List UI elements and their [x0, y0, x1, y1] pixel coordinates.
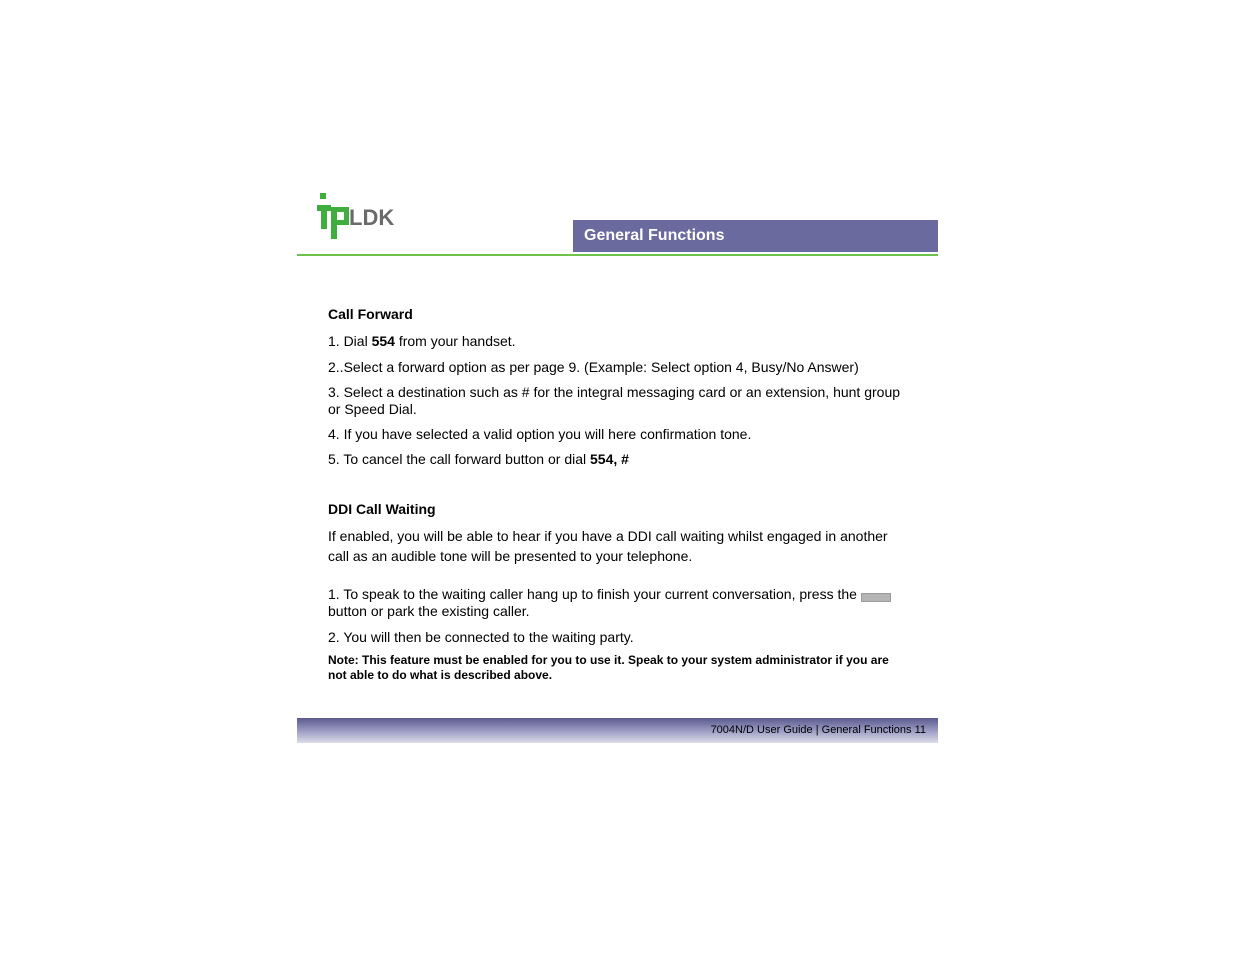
dial-code: 554	[371, 333, 395, 349]
ddi-intro: If enabled, you will be able to hear if you have a DDI call waiting whilst engaged in another call as an audible tone will be presented to your telephone.	[328, 528, 888, 564]
ddi-heading: DDI Call Waiting	[328, 501, 436, 517]
cancel-code: 554, #	[590, 451, 629, 467]
section-title: General Functions	[584, 227, 725, 244]
header-divider	[297, 254, 938, 256]
footer-text: 7004N/D User Guide | General Functions 11	[710, 724, 926, 736]
step-text: 1. Dial	[328, 333, 372, 349]
call-forward-heading: Call Forward	[328, 306, 413, 322]
call-forward-step-2: 2..Select a forward option as per page 9. (Example: Select option 4, Busy/No Answer)	[328, 359, 859, 375]
step-text: 1. To speak to the waiting caller hang up to finish your current conversation, press the	[328, 586, 857, 602]
step-text: 5. To cancel the call forward button or dial	[328, 451, 591, 467]
call-forward-step-3: 3. Select a destination such as # for the integral messaging card or an extension, hunt group or Speed Dial.	[328, 384, 901, 417]
call-forward-step-5	[328, 451, 908, 468]
call-forward-step-4: 4. If you have selected a valid option you will here confirmation tone.	[328, 426, 752, 442]
step-text: button or park the existing caller.	[328, 603, 530, 619]
ddi-step-2: 2. You will then be connected to the waiting party.	[328, 629, 634, 645]
call-forward-step-1	[328, 333, 908, 350]
section-header	[573, 220, 938, 252]
ddi-note: Note: This feature must be enabled for you to use it. Speak to your system administrator if you are not able to do what is described above.	[328, 653, 889, 682]
ddi-step-1	[328, 586, 908, 620]
logo-text: LDK	[349, 205, 395, 230]
hold-button-icon	[861, 588, 891, 602]
step-text: from your handset.	[394, 333, 516, 349]
page-footer	[297, 718, 938, 743]
